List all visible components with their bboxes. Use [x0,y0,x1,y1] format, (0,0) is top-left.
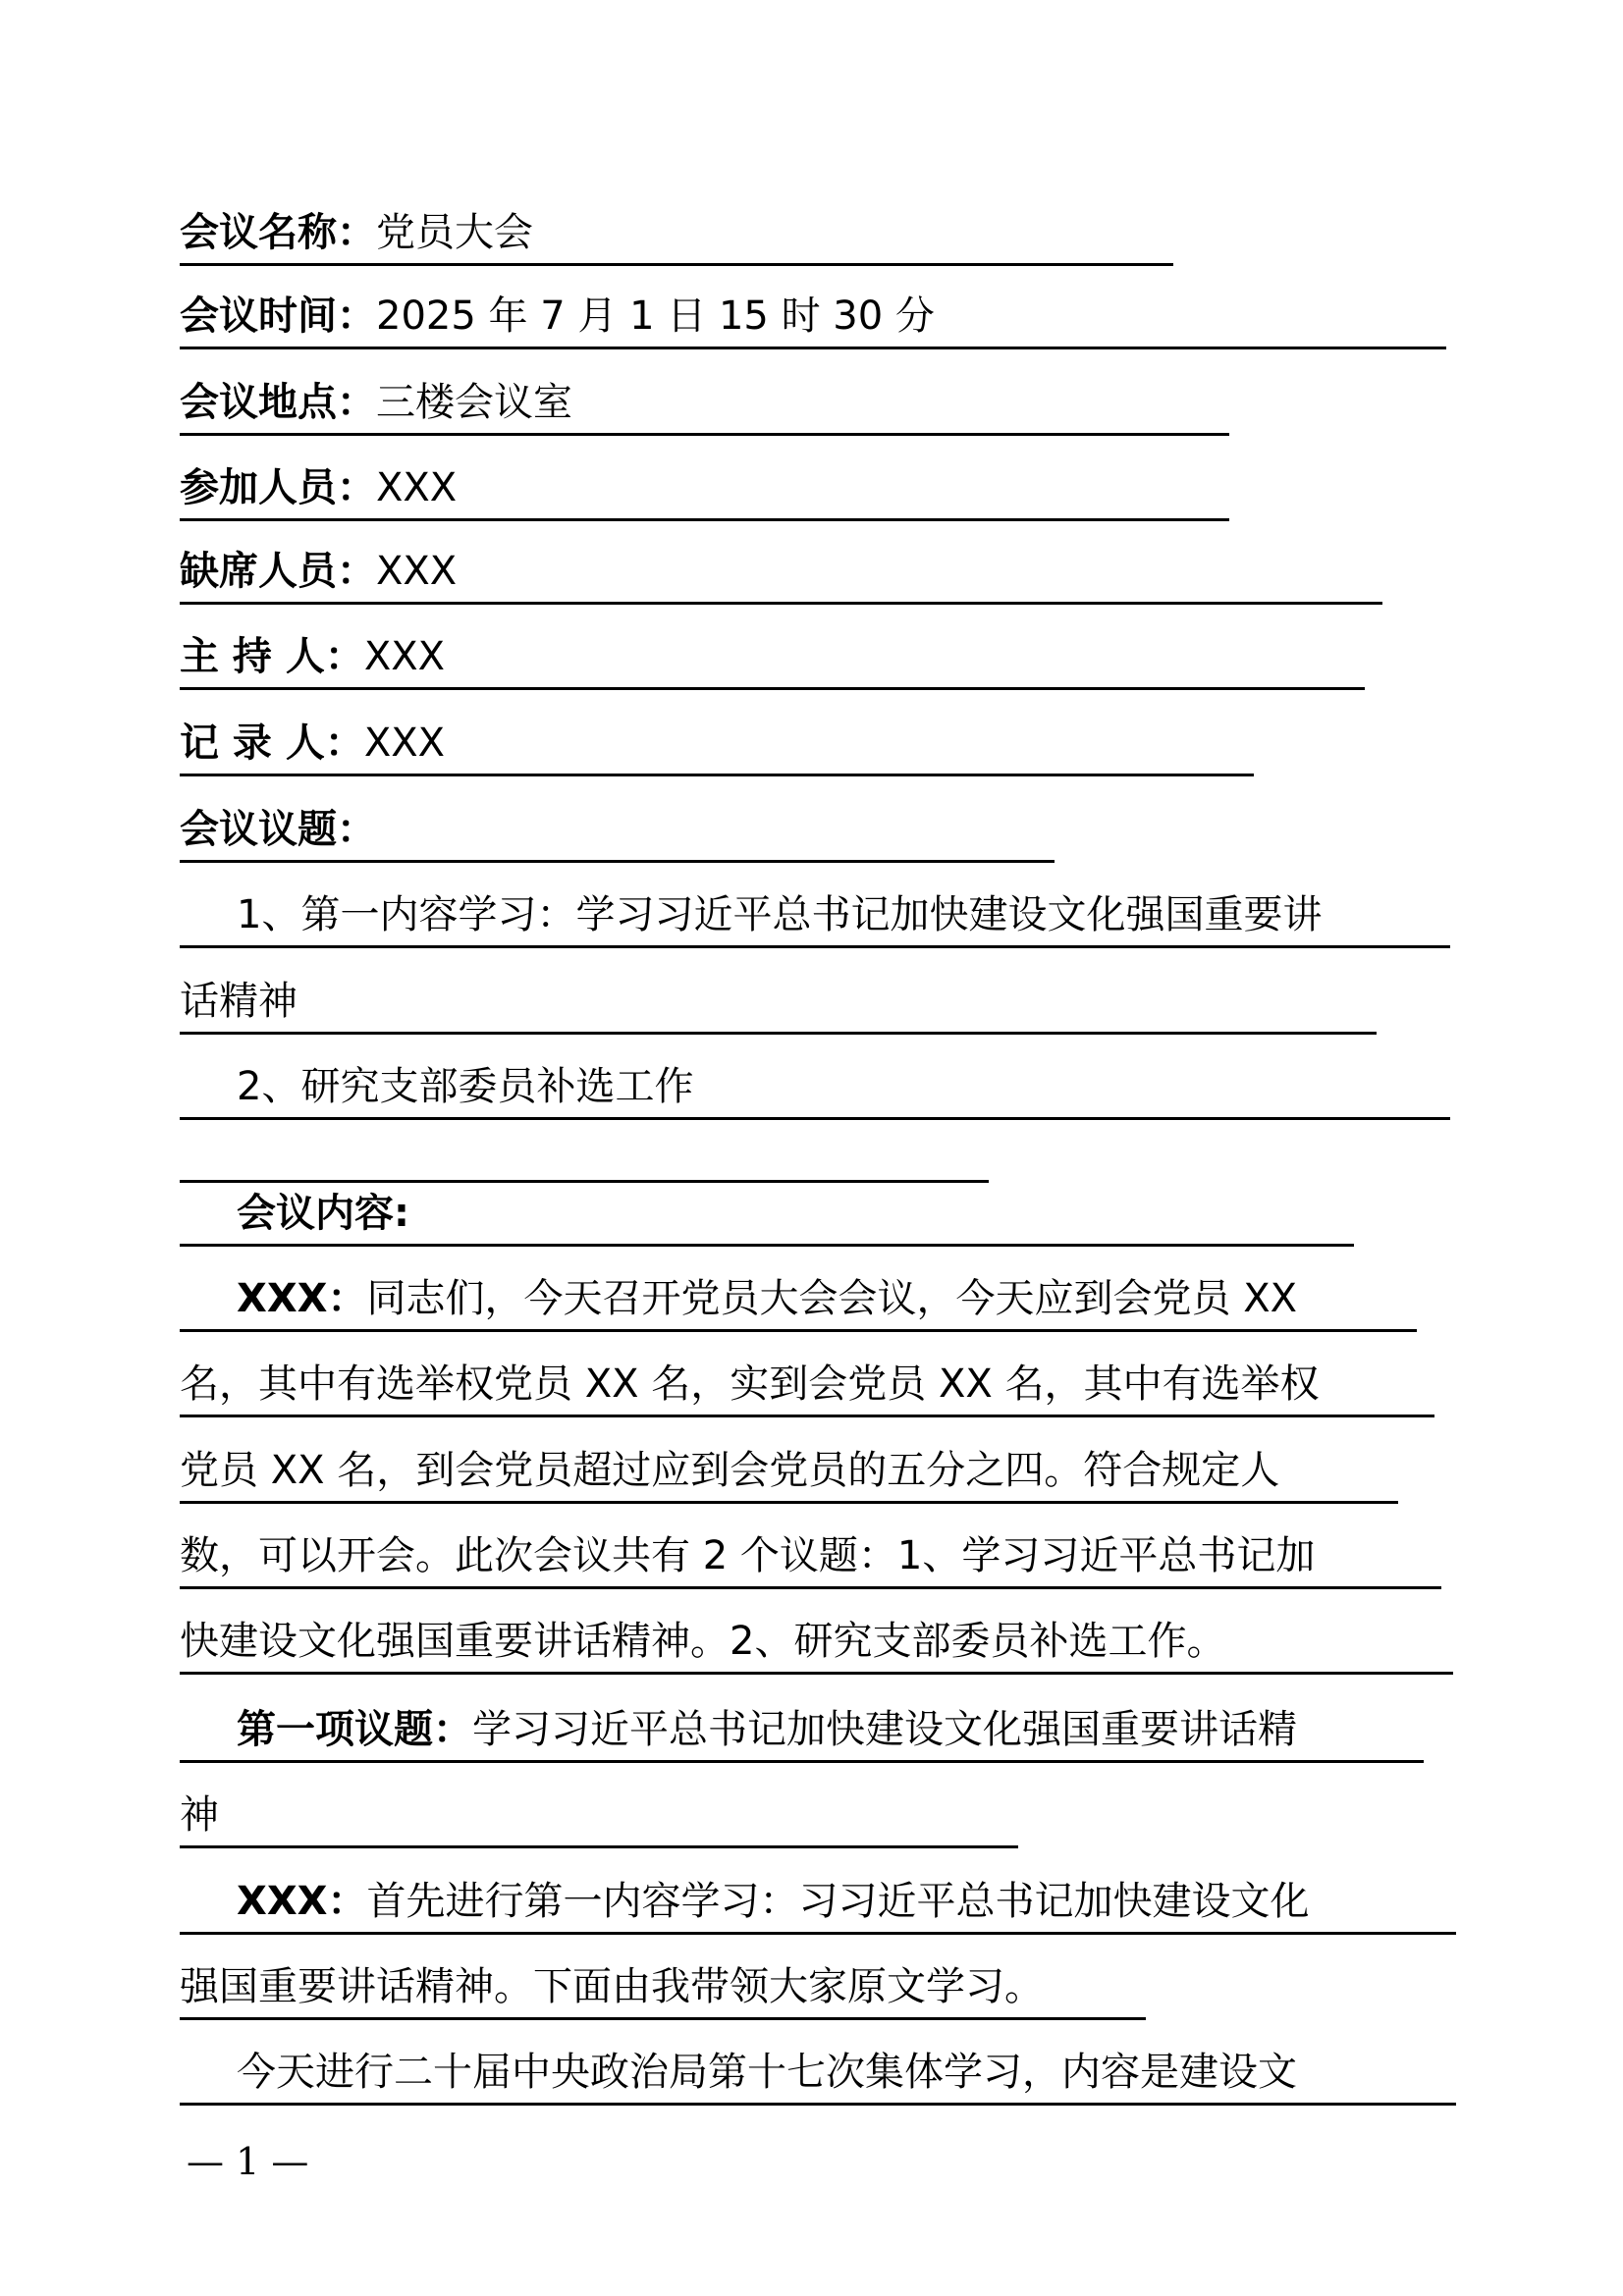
text-line [180,1056,1450,1120]
field-value: 2、研究支部委员补选工作 [237,1064,694,1109]
field-value: XXX [363,721,446,766]
text-line [180,286,1446,349]
text-line [180,1956,1146,2020]
field-value: 快建设文化强国重要讲话精神。2、研究支部委员补选工作。 [180,1619,1226,1664]
text-line [180,2042,1456,2106]
text-line [180,1440,1398,1504]
field-label: 缺席人员： [180,549,376,594]
text-line [180,1525,1441,1589]
text-line [180,1785,1018,1848]
text-line [180,971,1377,1035]
field-value: 数，可以开会。此次会议共有 2 个议题：1、学习习近平总书记加 [180,1533,1316,1578]
text-line [180,1183,1354,1247]
field-value: 党员 XX 名，到会党员超过应到会党员的五分之四。符合规定人 [180,1448,1280,1493]
text-line [180,713,1254,776]
field-label: 会议名称： [180,210,376,255]
field-value: 三楼会议室 [376,380,572,425]
text-line [180,1611,1453,1675]
field-value: XXX [376,465,458,510]
field-value: 1、第一内容学习：学习习近平总书记加快建设文化强国重要讲 [237,892,1323,937]
text-line [180,1699,1424,1763]
field-value: 话精神 [180,979,298,1024]
field-value: 同志们，今天召开党员大会会议，今天应到会党员 XX [366,1276,1298,1321]
field-label: 记 录 人： [180,721,364,766]
text-line [180,372,1229,436]
field-label: 主 持 人： [180,634,364,679]
field-value: 名，其中有选举权党员 XX 名，实到会党员 XX 名，其中有选举权 [180,1362,1320,1407]
text-line [180,884,1450,948]
field-label: 会议议题： [180,807,376,852]
page-number: — 1 — [187,2140,309,2183]
field-label: 会议内容: [237,1191,409,1236]
field-value: 2025 年 7 月 1 日 15 时 30 分 [376,294,935,339]
field-label: 参加人员： [180,465,376,510]
field-label: 会议地点： [180,380,376,425]
text-line [180,541,1382,605]
text-line [180,626,1365,690]
text-line [180,202,1173,266]
field-label: XXX： [237,1879,367,1924]
field-value: 首先进行第一内容学习：习习近平总书记加快建设文化 [366,1879,1310,1924]
field-label: 会议时间： [180,294,376,339]
field-value: 今天进行二十届中央政治局第十七次集体学习，内容是建设文 [237,2050,1297,2095]
field-label: 第一项议题： [237,1707,472,1752]
field-value: XXX [376,549,458,594]
text-line [180,1268,1417,1332]
text-line [180,799,1055,863]
text-line [180,457,1229,521]
field-value: 神 [180,1792,219,1838]
field-value: XXX [363,634,446,679]
text-line [180,1871,1456,1935]
field-value: 强国重要讲话精神。下面由我带领大家原文学习。 [180,1964,1044,2009]
field-value: 学习习近平总书记加快建设文化强国重要讲话精 [472,1707,1297,1752]
field-value: 党员大会 [376,210,533,255]
field-label: XXX： [237,1276,367,1321]
text-line [180,1354,1434,1417]
text-line [180,1119,989,1183]
